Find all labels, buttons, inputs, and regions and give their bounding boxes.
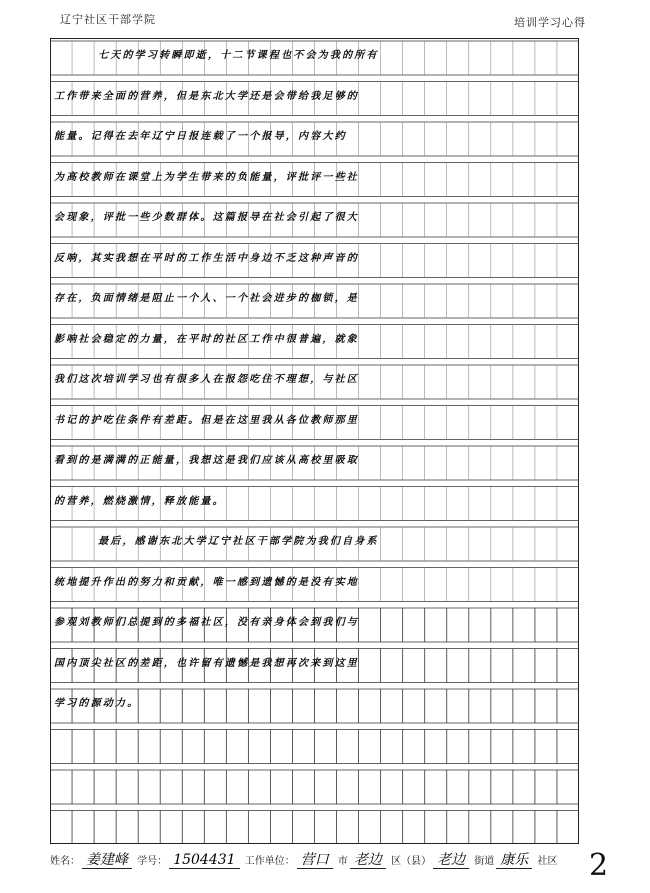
page-number: 2 [589, 848, 609, 883]
community-value: 康乐 [496, 852, 532, 869]
city-label: 市 [337, 856, 348, 867]
header-document-title: 培训学习心得 [514, 16, 586, 29]
essay-line-text: 统地提升作出的努力和贡献，唯一感到遗憾的是没有实地 [54, 576, 359, 588]
essay-line-text: 我们这次培训学习也有很多人在报怨吃住不理想，与社区 [54, 374, 359, 385]
essay-line [50, 163, 579, 197]
student-id-label: 学号： [137, 856, 168, 867]
essay-line [50, 568, 579, 602]
essay-line [50, 203, 579, 237]
city-value: 营口 [297, 852, 333, 869]
essay-line-text: 会现象，评批一些少数群体。这篇报导在社会引起了很大 [54, 212, 359, 223]
essay-line [50, 446, 579, 480]
essay-line-text: 书记的护吃住条件有差距。但是在这里我从各位教师那里 [54, 414, 359, 426]
student-id-value: 1504431 [169, 852, 239, 869]
essay-line [50, 82, 579, 116]
essay-line [50, 527, 579, 561]
community-label: 社区 [537, 856, 558, 867]
essay-line-text: 为高校教师在课堂上为学生带来的负能量，评批评一些社 [54, 171, 359, 183]
essay-line-text: 的营养，燃烧激情，释放能量。 [54, 495, 225, 507]
essay-line-text: 参观刘教师们总提到的多福社区，没有亲身体会到我们与 [54, 617, 359, 628]
essay-line [50, 325, 579, 359]
grid-row [50, 811, 579, 845]
name-label: 姓名： [50, 856, 80, 867]
essay-line-text: 影响社会稳定的力量，在平时的社区工作中很普遍，就象 [54, 333, 359, 345]
essay-line-text: 反响，其实我想在平时的工作生活中身边不乏这种声音的 [54, 252, 359, 264]
essay-line-text: 学习的源动力。 [54, 698, 140, 709]
essay-line-text: 能量。记得在去年辽宁日报连载了一个报导，内容大约 [54, 131, 347, 142]
name-value: 姜建峰 [82, 852, 132, 869]
essay-line-text: 最后，感谢东北大学辽宁社区干部学院为我们自身系 [98, 536, 379, 547]
essay-line [50, 487, 579, 521]
essay-line [50, 689, 579, 723]
grid-row [50, 730, 579, 764]
essay-line [50, 649, 579, 683]
essay-line [50, 41, 579, 75]
essay-line [50, 284, 579, 318]
essay-line-text: 国内顶尖社区的差距，也许留有遗憾是我想再次来到这里 [54, 657, 359, 669]
writing-grid [50, 38, 579, 844]
essay-line [50, 365, 579, 399]
essay-line-text: 看到的是满满的正能量，我想这是我们应该从高校里吸取 [54, 455, 359, 466]
essay-line [50, 244, 579, 278]
essay-line [50, 608, 579, 642]
essay-line-text: 七天的学习转瞬即逝，十二节课程也不会为我的所有 [98, 50, 379, 61]
street-value: 老边 [433, 852, 469, 869]
essay-line [50, 122, 579, 156]
work-unit-label: 工作单位： [244, 856, 295, 867]
student-info-footer [50, 852, 557, 869]
header-school-name: 辽宁社区干部学院 [60, 13, 156, 26]
essay-line-text: 存在，负面情绪是阻止一个人、一个社会进步的枷锁，是 [54, 293, 359, 304]
essay-line-text: 工作带来全面的营养，但是东北大学还是会带给我足够的 [54, 90, 359, 102]
grid-row [50, 770, 579, 804]
district-label: 区（县） [391, 856, 432, 867]
essay-line [50, 406, 579, 440]
district-value: 老边 [350, 852, 386, 869]
street-label: 街道 [474, 856, 495, 867]
